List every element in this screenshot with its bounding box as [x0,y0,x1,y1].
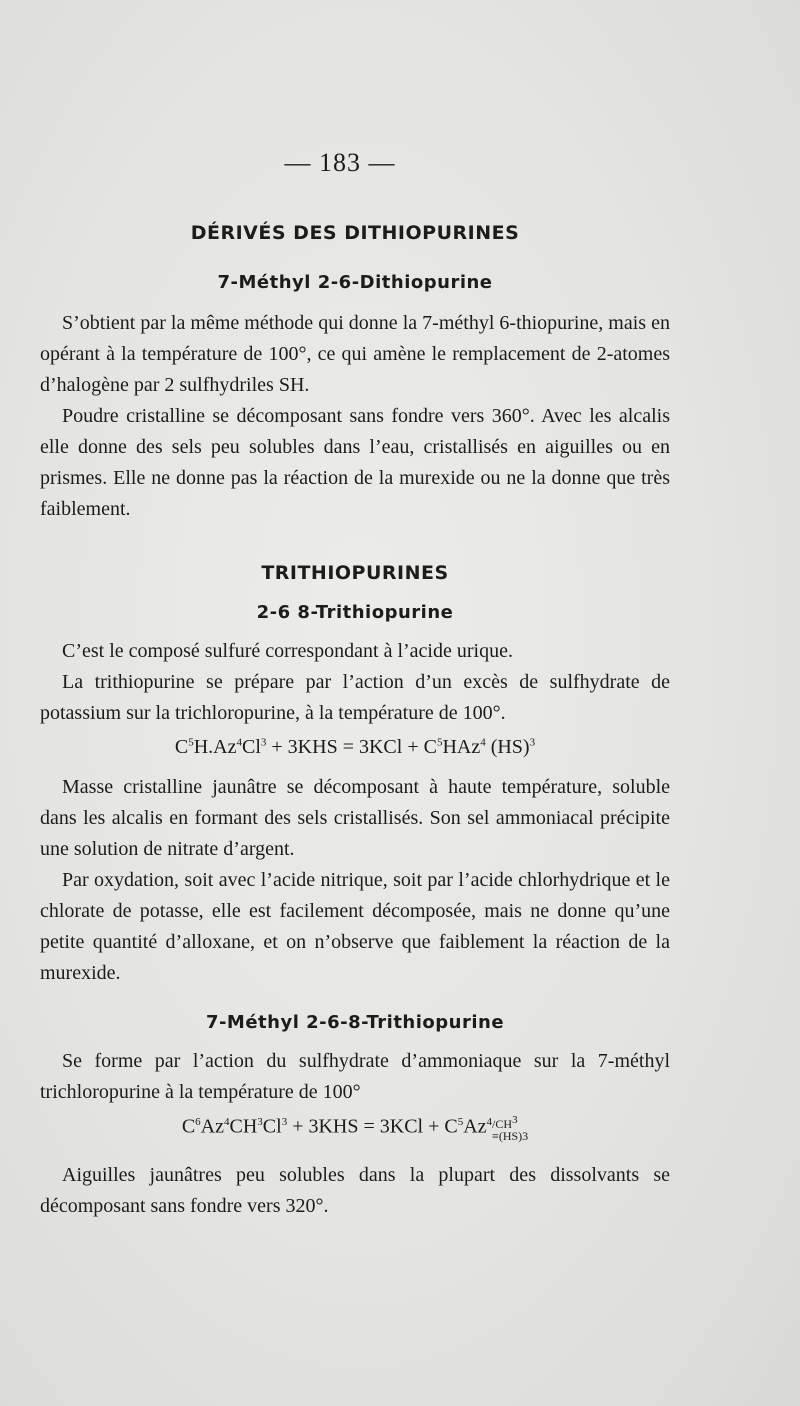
substituent-stack: $/CH^3$ ≡(HS)3 [492,1114,529,1143]
paragraph: Aiguilles jaunâtres peu solubles dans la plupart des dissolvants se décomposant sans fondre vers 320°. [40,1164,670,1217]
paragraph: Poudre cristalline se décomposant sans fondre vers 360°. Avec les alcalis elle donne des sels peu solubles dans l’eau, cristallisés en aiguilles ou en prismes. Elle ne donne pas la réaction de la murexide ou ne la donne que très faiblement. [40,405,670,520]
paragraph: Par oxydation, soit avec l’acide nitrique, soit par l’acide chlorhydrique et le chlorate de potasse, elle est facilement décomposée, mais ne donne qu’une petite quantité d’alloxane, et on n’observe que faiblement la réaction de la murexide. [40,869,670,984]
section-subtitle-block [40,1012,670,1033]
paragraph: Se forme par l’action du sulfhydrate d’ammoniaque sur la 7-méthyl trichloropurine à la température de 100° [40,1050,670,1103]
chemical-equation: $C^6Az^4CH^3Cl^3 + 3KHS = 3KCl + C^5Az^4/CH^3$ ≡(HS)3 [181,1114,529,1143]
paragraph-group [40,636,670,729]
paragraph-group [40,772,670,989]
paragraph-group [40,1160,670,1222]
formula-block [40,736,670,759]
section-subtitle-block [40,272,670,293]
section-dithiopurines [40,222,670,244]
paragraph: La trithiopurine se prépare par l’action d’un excès de sulfhydrate de potassium sur la trichloropurine, à la température de 100°. [40,671,670,724]
formula-block [40,1114,670,1142]
section-title: TRITHIOPURINES [261,562,449,584]
page-number: — 183 — [284,148,396,177]
section-subtitle: 7-Méthyl 2-6-Dithiopurine [217,272,493,293]
paragraph: Masse cristalline jaunâtre se décomposant à haute température, soluble dans les alcalis en formant des sels cristallisés. Son sel ammoniacal précipite une solution de nitrate d’argent. [40,776,670,860]
paragraph: C’est le composé sulfuré correspondant à l’acide urique. [62,640,513,662]
chemical-equation: $C^5H.Az^4Cl^3 + 3KHS = 3KCl + C^5HAz^4$ (HS)$^3$ [174,736,536,758]
section-subtitle: 7-Méthyl 2-6-8-Trithiopurine [205,1012,505,1033]
paragraph: S’obtient par la même méthode qui donne la 7-méthyl 6-thiopurine, mais en opérant à la température de 100°, ce qui amène le remplacement de 2-atomes d’halogène par 2 sulfhydriles SH. [40,312,670,396]
paragraph-group [40,1046,670,1108]
paragraph-group [40,308,670,525]
section-subtitle: 2-6 8-Trithiopurine [256,602,454,623]
section-title: DÉRIVÉS DES DITHIOPURINES [190,222,520,244]
section-subtitle-block [40,602,670,623]
section-trithiopurines [40,562,670,584]
